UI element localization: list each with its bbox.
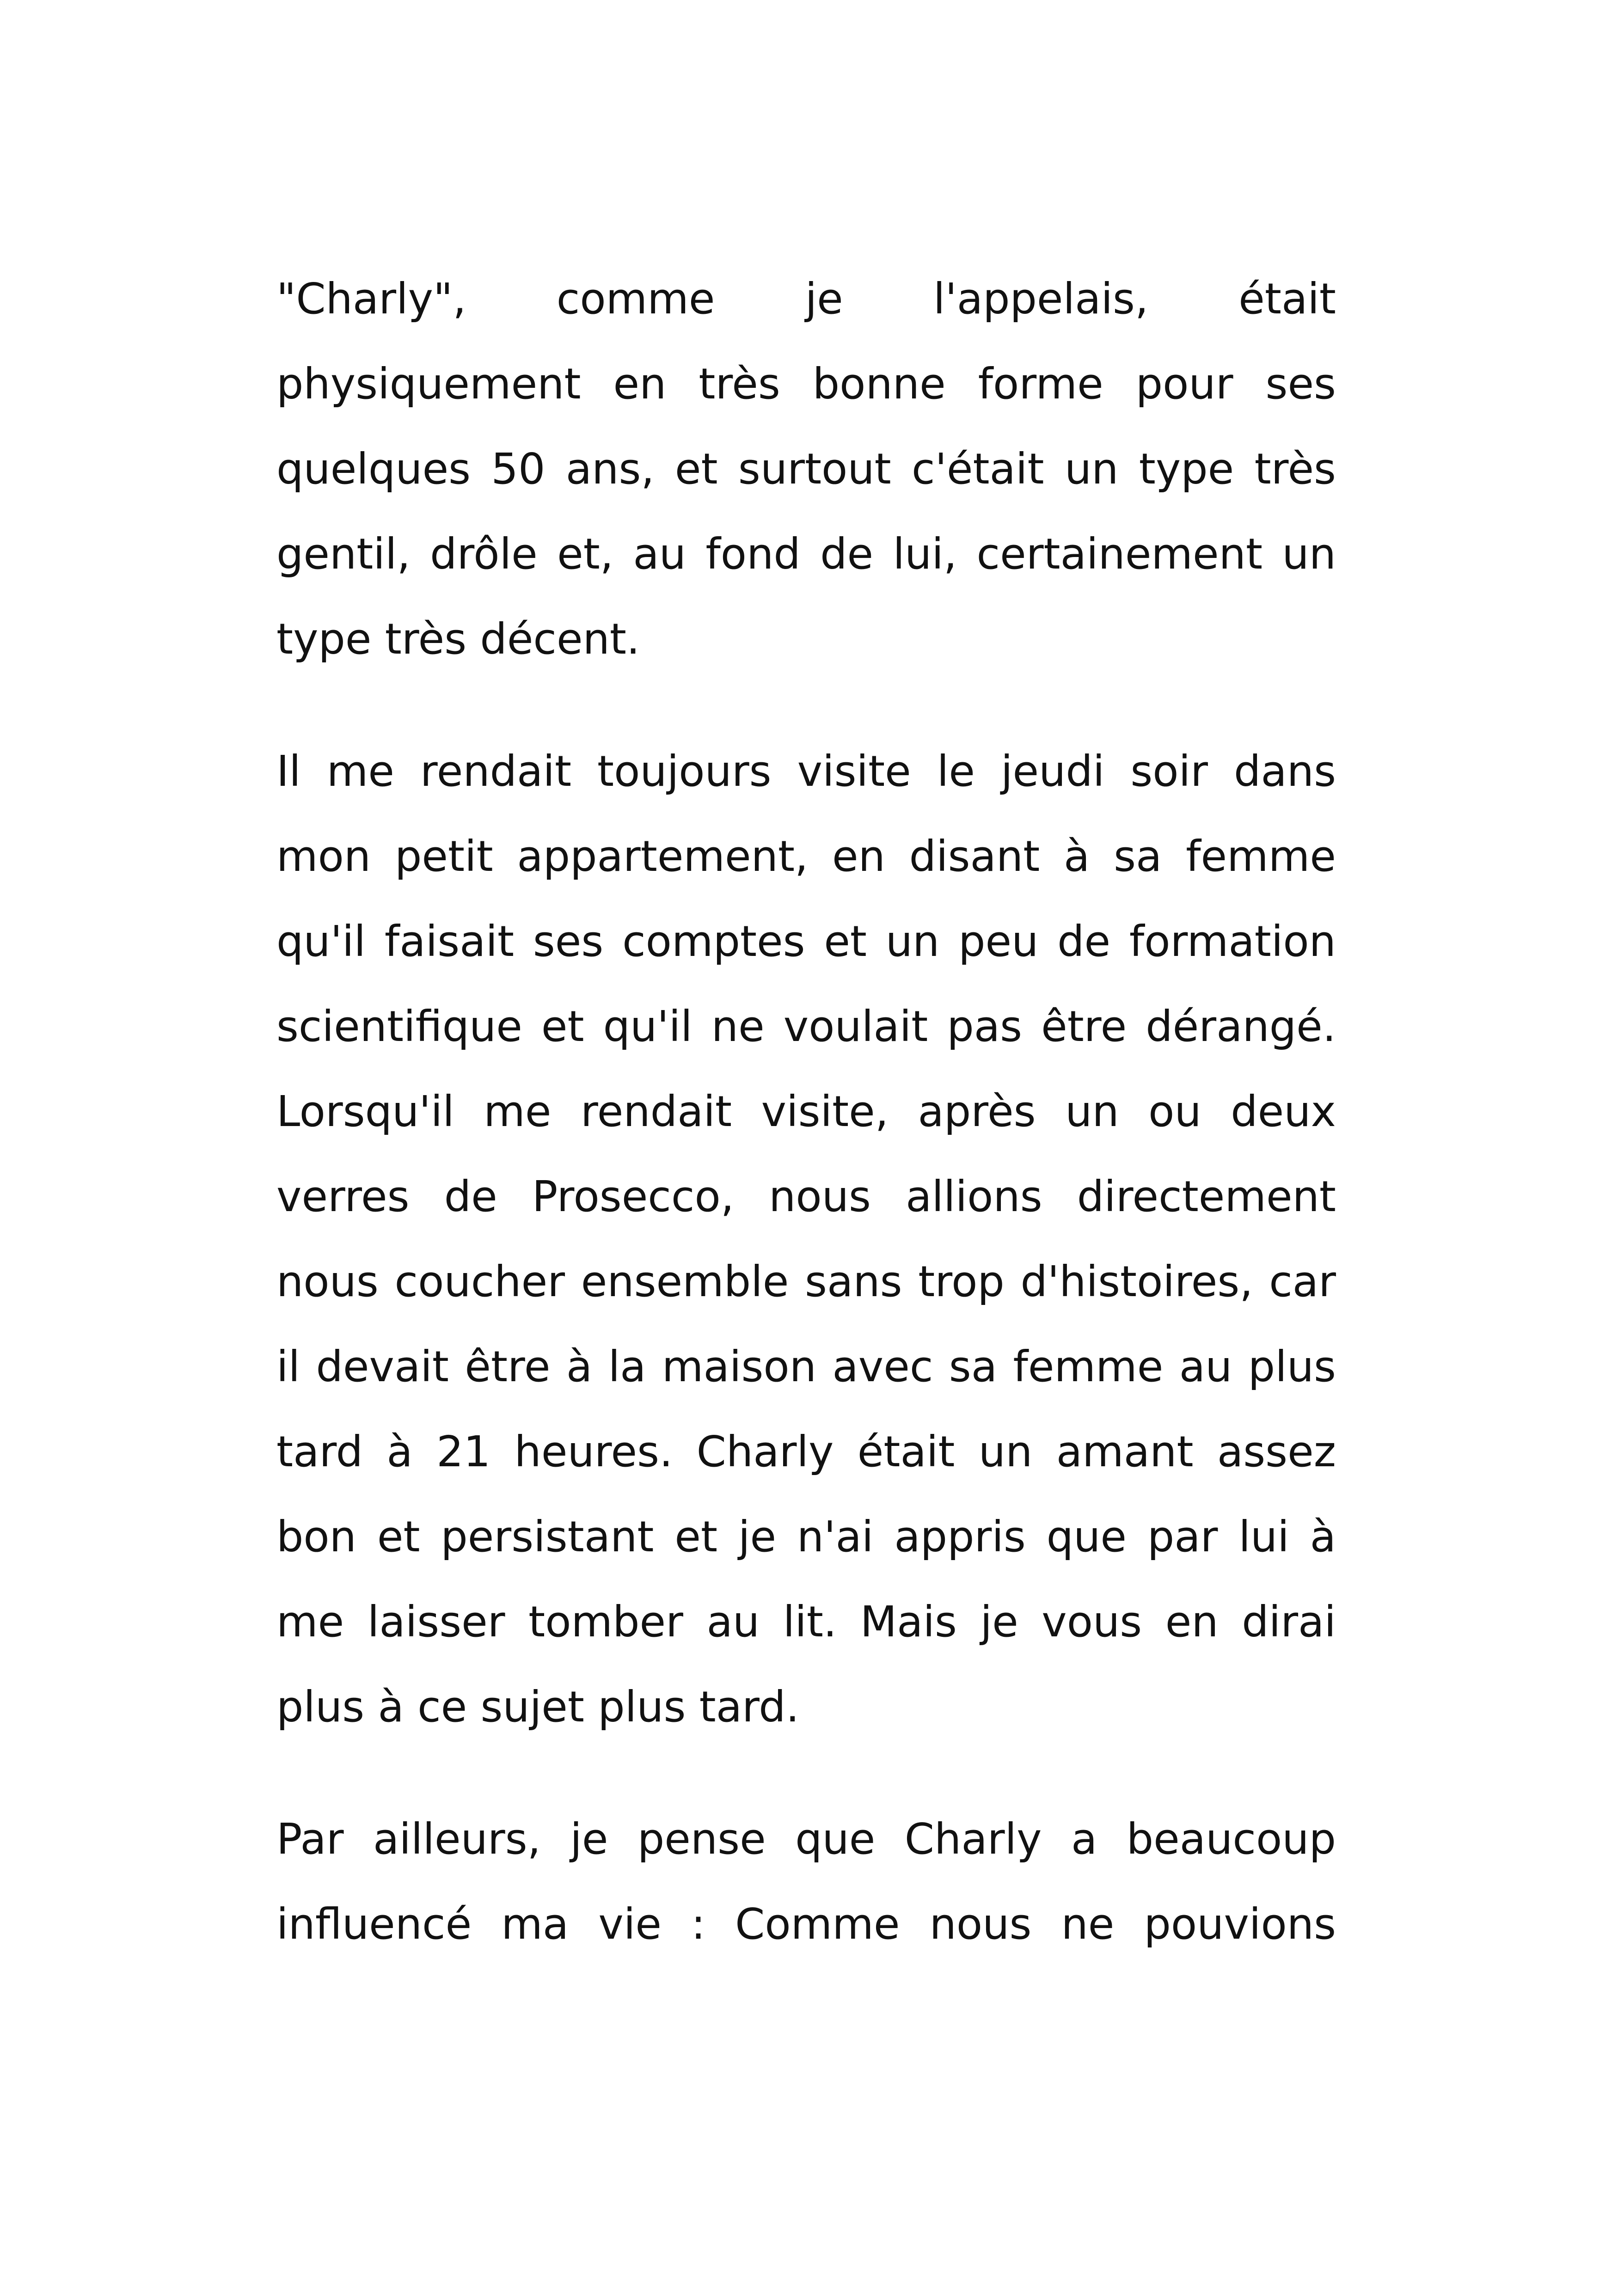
- paragraph-1: "Charly", comme je l'appelais, était physiquement en très bonne forme pour ses quelques 50 ans, et surtout c'était un type très gentil, drôle et, au fond de lui, certainement un type très décent.: [276, 274, 1336, 664]
- paragraph-3: Par ailleurs, je pense que Charly a beaucoup influencé ma vie : Comme nous ne pouvions: [276, 1814, 1336, 1949]
- paragraph-2: Il me rendait toujours visite le jeudi soir dans mon petit appartement, en disant à sa femme qu'il faisait ses comptes et un peu de formation scientifique et qu'il ne voulait pas être dérangé. Lorsqu'il me rendait visite, après un ou deux verres de Prosecco, nous allions directement nous coucher ensemble sans trop d'histoires, car il devait être à la maison avec sa femme au plus tard à 21 heures. Charly était un amant assez bon et persistant et je n'ai appris que par lui à me laisser tomber au lit. Mais je vous en dirai plus à ce sujet plus tard.: [276, 747, 1336, 1732]
- body-text: [276, 257, 1336, 1967]
